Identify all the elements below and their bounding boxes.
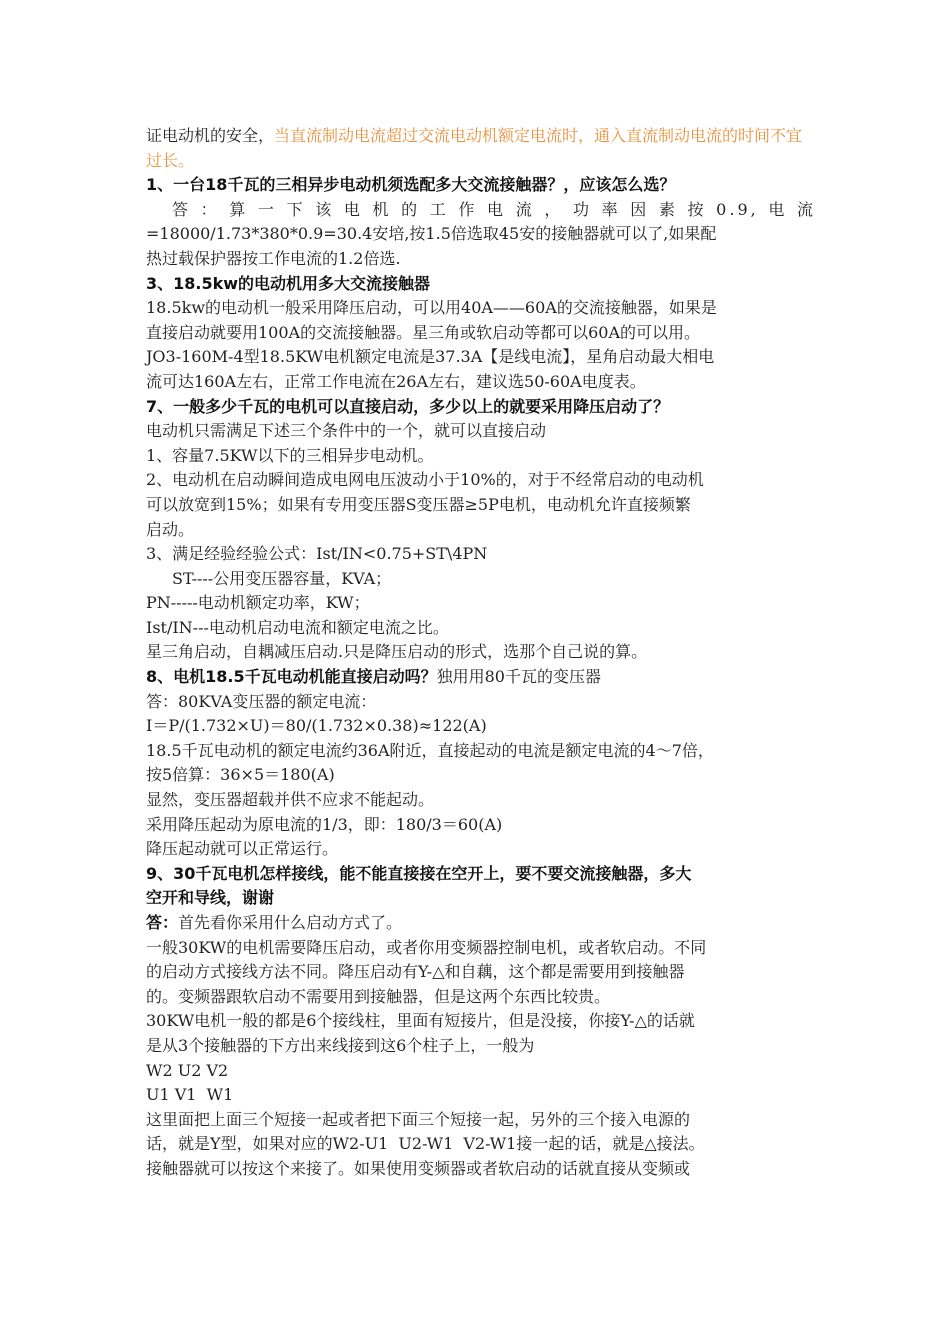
q7-line1: 电动机只需满足下述三个条件中的一个，就可以直接启动 [146,421,547,441]
q9-line10: 接触器就可以按这个来接了。如果使用变频器或者软启动的话就直接从变频或 [146,1158,691,1178]
q3-line4: 流可达160A左右，正常工作电流在26A左右，建议选50-60A电度表。 [146,371,646,391]
q9-line8: 这里面把上面三个短接一起或者把下面三个短接一起，另外的三个接入电源的 [146,1109,691,1129]
q7-line5: 启动。 [146,519,195,539]
q3-line2: 直接启动就要用100A的交流接触器。星三角或软启动等都可以60A的可以用。 [146,322,701,342]
q8-line2: I＝P/(1.732×U)＝80/(1.732×0.38)≈122(A) [146,716,487,736]
q9-line1: 一般30KW的电机需要降压启动，或者你用变频器控制电机，或者软启动。不同 [146,937,707,957]
q1-line3: 热过载保护器按工作电流的1.2倍选. [146,248,401,268]
q1-title: 1、一台18千瓦的三相异步电动机须选配多大交流接触器？，应该怎么选？ [146,175,676,195]
q3-line1: 18.5kw的电动机一般采用降压启动，可以用40A——60A的交流接触器，如果是 [146,298,717,318]
document-page [146,124,816,1182]
intro-highlight: 当直流制动电流超过交流电动机额定电流时，通入直流制动电流的时间不宜过长。 [146,126,803,170]
q9-line3: 的。变频器跟软启动不需要用到接触器，但是这两个东西比较贵。 [146,986,611,1006]
q9-line9: 话，就是Y型，如果对应的W2-U1 U2-W1 V2-W1接一起的话，就是△接法。 [146,1134,705,1154]
q8-line5: 显然，变压器超载并供不应求不能起动。 [146,790,435,810]
q7-line6: 3、满足经验经验公式：Ist/IN<0.75+ST\4PN [146,544,488,564]
q1-line2: =18000/1.73*380*0.9=30.4安培,按1.5倍选取45安的接触器就可以了,如果配 [146,224,717,244]
q8-line7: 降压起动就可以正常运行。 [146,839,339,859]
q7-line9: Ist/IN---电动机启动电流和额定电流之比。 [146,617,449,637]
q8-line1: 答：80KVA变压器的额定电流： [146,691,377,711]
q9-line6: W2 U2 V2 [146,1060,229,1080]
q7-title: 7、一般多少千瓦的电机可以直接启动，多少以上的就要采用降压启动了？ [146,396,670,416]
q8-line3: 18.5千瓦电动机的额定电流约36A附近，直接起动的电流是额定电流的4～7倍， [146,740,714,760]
q8-title [146,665,816,690]
q9-line2: 的启动方式接线方法不同。降压启动有Y-△和自藕，这个都是需要用到接触器 [146,962,685,982]
q9-answer-label: 答： [146,913,179,932]
q9-answer-line [146,911,816,936]
q7-line8: PN-----电动机额定功率，KW； [146,593,370,613]
q7-line7: ST----公用变压器容量，KVA； [172,568,392,588]
q8-line6: 采用降压起动为原电流的1/3，即：180/3＝60(A) [146,814,503,834]
intro-paragraph [146,124,816,173]
q3-line3: JO3-160M-4型18.5KW电机额定电流是37.3A【是线电流】，星角启动最大相电 [146,347,715,367]
q9-line4: 30KW电机一般的都是6个接线柱，里面有短接片，但是没接，你接Y-△的话就 [146,1011,695,1031]
q1-line1: 答：算一下该电机的工作电流，功率因素按0.9,电流 [172,199,816,219]
intro-lead: 证电动机的安全， [146,126,275,145]
q9-line5: 是从3个接触器的下方出来线接到这6个柱子上，一般为 [146,1035,535,1055]
q7-line4: 可以放宽到15%；如果有专用变压器S变压器≥5P电机，电动机允许直接频繁 [146,494,691,514]
q8-line4: 按5倍算：36×5＝180(A) [146,765,335,785]
q9-title-line2: 空开和导线，谢谢 [146,888,275,908]
q3-title: 3、18.5kw的电动机用多大交流接触器 [146,273,431,293]
q7-line3: 2、电动机在启动瞬间造成电网电压波动小于10%的，对于不经常启动的电动机 [146,470,704,490]
q9-answer-rest: 首先看你采用什么启动方式了。 [178,913,403,932]
q8-title-rest: 独用用80千瓦的变压器 [436,667,601,687]
q9-title-line1: 9、30千瓦电机怎样接线，能不能直接接在空开上，要不要交流接触器，多大 [146,863,692,883]
q9-line7: U1 V1 W1 [146,1085,234,1105]
q8-title-bold: 8、电机18.5千瓦电动机能直接启动吗？ [146,667,437,687]
q7-line2: 1、容量7.5KW以下的三相异步电动机。 [146,445,434,465]
q7-line10: 星三角启动，自耦减压启动.只是降压启动的形式，选那个自己说的算。 [146,642,648,662]
